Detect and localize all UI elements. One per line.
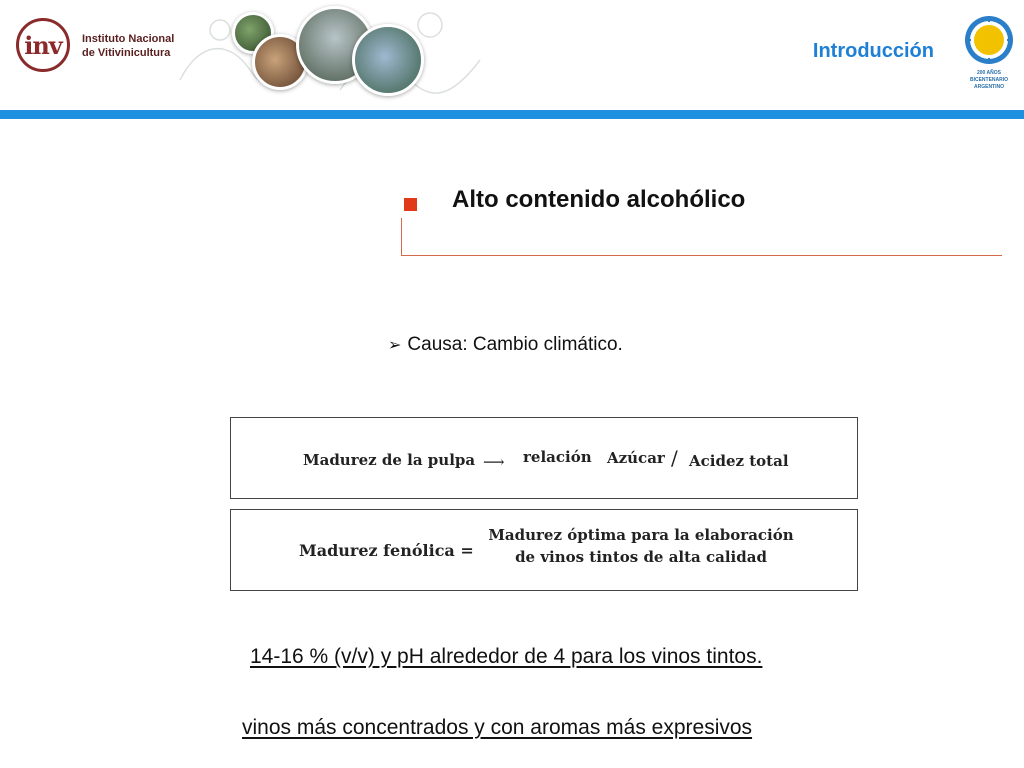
photo-worker bbox=[352, 24, 424, 96]
cause-bullet bbox=[388, 334, 623, 356]
pulp-maturity-label: Madurez de la pulpa bbox=[303, 451, 476, 469]
seal-line2: BICENTENARIO bbox=[969, 77, 1009, 83]
definition-line2: de vinos tintos de alta calidad bbox=[515, 548, 767, 566]
section-title: Alto contenido alcohólico bbox=[452, 186, 746, 213]
seal-line3: ARGENTINO bbox=[974, 84, 1004, 90]
acidity-label: Acidez total bbox=[689, 452, 789, 470]
ratio-slash: / bbox=[671, 446, 678, 470]
concentration-statement: vinos más concentrados y con aromas más expresivos bbox=[242, 716, 753, 739]
logo-text bbox=[82, 32, 174, 60]
phenolic-maturity-label: Madurez fenólica = bbox=[299, 541, 474, 560]
logo-line1: Instituto Nacional bbox=[82, 33, 175, 45]
arrow-bullet-icon: ➢ bbox=[388, 337, 402, 354]
definition-line1: Madurez óptima para la elaboración bbox=[488, 526, 794, 544]
relation-label: relación bbox=[523, 448, 592, 466]
section-rule-horizontal bbox=[401, 255, 1002, 256]
optimal-maturity-definition bbox=[481, 524, 801, 568]
alcohol-ph-statement: 14-16 % (v/v) y pH alrededor de 4 para los vinos tintos. bbox=[250, 645, 763, 668]
cause-text: Causa: Cambio climático. bbox=[407, 334, 623, 355]
slide-header bbox=[0, 0, 1024, 110]
sugar-label: Azúcar bbox=[607, 449, 665, 467]
header-divider-bar bbox=[0, 110, 1024, 119]
seal-text bbox=[962, 70, 1016, 91]
institute-logo bbox=[16, 16, 196, 76]
inv-logo-mark: inv bbox=[16, 18, 70, 72]
sun-seal-icon bbox=[962, 14, 1016, 70]
bicentenario-seal bbox=[962, 14, 1016, 94]
logo-line2: de Vitivinicultura bbox=[82, 47, 171, 59]
page-title: Introducción bbox=[812, 40, 934, 62]
pulp-maturity-box bbox=[230, 417, 858, 499]
phenolic-maturity-box bbox=[230, 509, 858, 591]
seal-line1: 200 AÑOS bbox=[977, 70, 1001, 76]
square-bullet-icon bbox=[404, 198, 417, 211]
section-rule-vertical bbox=[401, 218, 402, 256]
long-arrow-icon: ⟶ bbox=[483, 453, 505, 471]
